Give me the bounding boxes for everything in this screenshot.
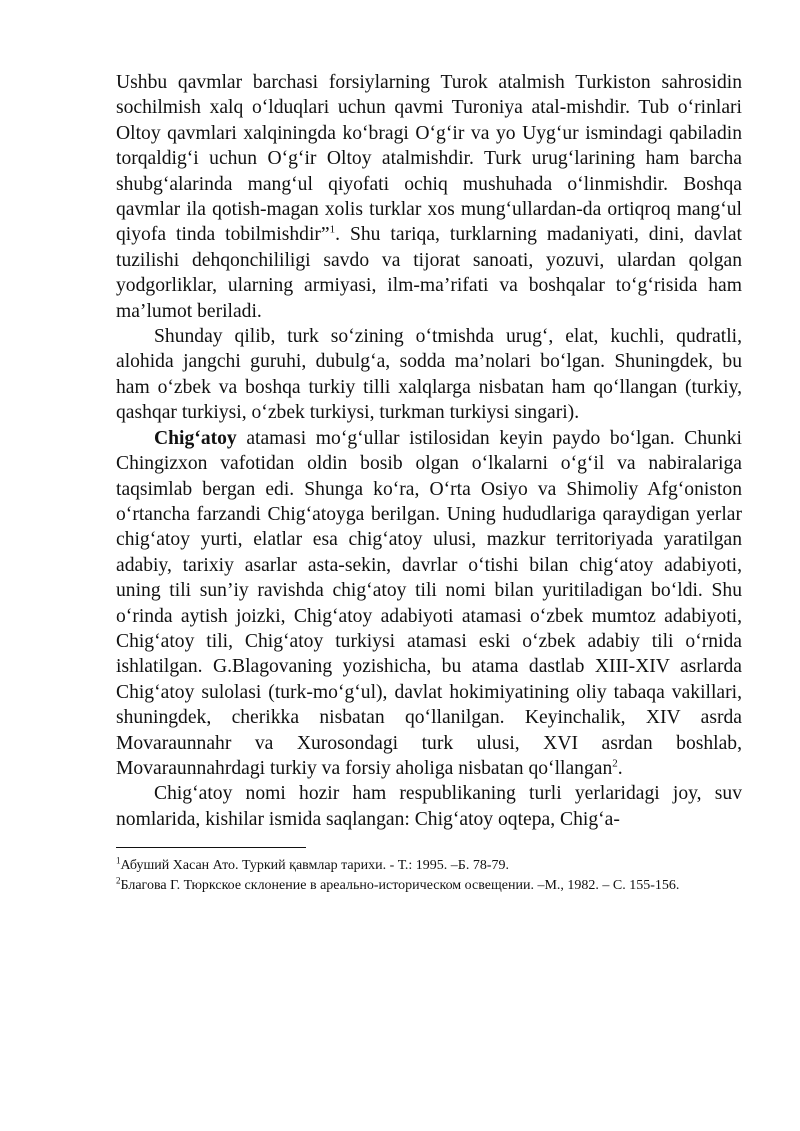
document-page: [116, 70, 742, 895]
paragraph-3: [116, 426, 742, 782]
paragraph-4: [116, 781, 742, 832]
footnote-1-number: 1: [116, 855, 121, 866]
footnote-2-number: 2: [116, 875, 121, 886]
paragraph-1-text-cont: . Shu tariqa, turklarning madaniyati, dini, davlat tuzilishi dehqonchililigi savdo va tijorat sanoati, yozuvi, ulardan qolgan yodgorliklar, ularning armiyasi, ilm-ma’rifati va boshqalar to‘g‘risida ham ma’lumot beriladi.: [116, 224, 742, 322]
footnote-divider: [116, 847, 306, 848]
footnote-2: [116, 876, 742, 896]
paragraph-3-text: atamasi mo‘g‘ullar istilosidan keyin paydo bo‘lgan. Chunki Chingizxon vafotidan oldin bosib olgan o‘lkalarni o‘g‘il va nabiralariga taqsimlab bergan edi. Shunga ko‘ra, O‘rta Osiyo va Shimoliy Afg‘oniston o‘rtancha farzandi Chig‘atoyga berilgan. Uning hududlariga qaraydigan yerlar chig‘atoy yurti, elatlar esa chig‘atoy ulusi, mazkur territoriyada yaratilgan adabiy, tarixiy asarlar asta-sekin, davrlar o‘tishi bilan chig‘atoy adabiyoti, uning tili sun’iy ravishda chig‘atoy tili nomi bilan yuritiladigan bo‘ldi. Shu o‘rinda aytish joizki, Chig‘atoy adabiyoti atamasi o‘zbek mumtoz adabiyoti, Chig‘atoy tili, Chig‘atoy turkiysi atamasi eski o‘zbek adabiy tili o‘rnida ishlatilgan. G.Blagovaning yozishicha, bu atama dastlab XIII-XIV asrlarda Chig‘atoy sulolasi (turk-mo‘g‘ul), davlat hokimiyatining oliy tabaqa vakillari, shuningdek, cherikka nisbatan qo‘llanilgan. Keyinchalik, XIV asrda Movaraunnahr va Xurosondagi turk ulusi, XVI asrdan boshlab, Movaraunnahrdagi turkiy va forsiy aholiga nisbatan qo‘llangan: [116, 427, 742, 779]
paragraph-2: [116, 324, 742, 426]
footnote-ref-1[interactable]: 1: [329, 223, 336, 236]
footnote-1: [116, 856, 742, 876]
paragraph-2-text: Shunday qilib, turk so‘zining o‘tmishda urug‘, elat, kuchli, qudratli, alohida jangchi guruhi, dubulg‘a, sodda ma’nolari bo‘lgan. Shuningdek, bu ham o‘zbek va boshqa turkiy tilli xalqlarga nisbatan ham qo‘llangan (turkiy, qashqar turkiysi, o‘zbek turkiysi, turkman turkiysi singari).: [116, 326, 742, 424]
footnote-2-text: Благова Г. Тюркское склонение в ареально-историческом освещении. –М., 1982. – С. 155-156.: [120, 877, 680, 893]
paragraph-1: [116, 70, 742, 324]
term-chigatoy: Chig‘atoy: [154, 427, 237, 449]
paragraph-3-text-cont: .: [617, 757, 623, 779]
footnote-ref-2[interactable]: 2: [612, 757, 618, 770]
footnote-1-text: Абуший Хасан Ато. Туркий қавмлар тарихи. - Т.: 1995. –Б. 78-79.: [120, 858, 509, 874]
paragraph-1-text: Ushbu qavmlar barchasi forsiylarning Turok atalmish Turkiston sahrosidin sochilmish xalq o‘lduqlari uchun qavmi Turoniya atal-mishdir. Tub o‘rinlari Oltoy qavmlari xalqiningda ko‘bragi O‘g‘ir va yo Uyg‘ur ismindagi qabiladin torqaldig‘i uchun O‘g‘ir Oltoy atalmishdir. Turk urug‘larining ham barcha shubg‘alarinda mang‘ul qiyofati ochiq mushuhada o‘linmishdir. Boshqa qavmlar ila qotish-magan xolis turklar xos mung‘ullardan-da ortiqroq mang‘ul qiyofa tinda tobilmishdir”: [116, 72, 742, 246]
paragraph-4-text: Chig‘atoy nomi hozir ham respublikaning turli yerlaridagi joy, suv nomlarida, kishilar ismida saqlangan: Chig‘atoy oqtepa, Chig‘a-: [116, 783, 742, 830]
